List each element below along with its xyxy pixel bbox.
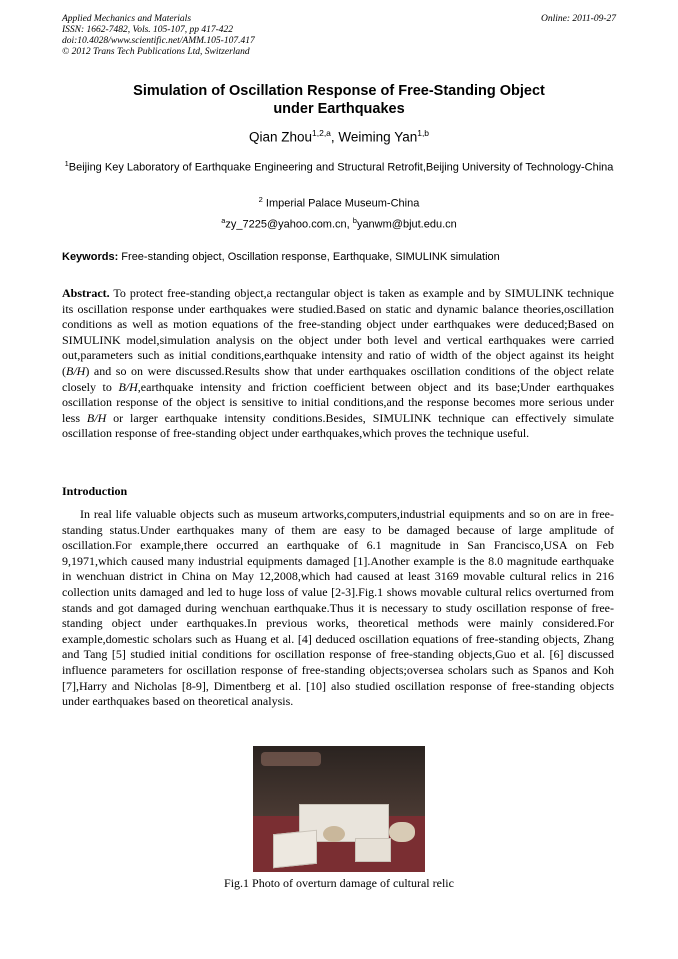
abstract-symbol: B/H — [66, 363, 86, 378]
affiliation-text: Imperial Palace Museum-China — [262, 197, 420, 210]
affiliation-marker: 2 — [258, 195, 263, 204]
online-date: Online: 2011-09-27 — [540, 14, 616, 24]
author-emails — [62, 213, 616, 233]
figure-caption: Fig.1 Photo of overturn damage of cultural relic — [224, 876, 454, 890]
journal-name: Applied Mechanics and Materials — [62, 14, 192, 24]
journal-header — [62, 14, 616, 58]
abstract-text: ,earthquake intensity and friction coefficient between object and its base;Under earthquakes oscillation response of the object is sensitive to initial conditions,and the response becomes more serious under less — [62, 379, 615, 425]
email-address: zy_7225@yahoo.com.cn, — [225, 218, 353, 231]
title-line-2: under Earthquakes — [273, 101, 405, 117]
affiliation-1 — [62, 156, 616, 176]
email-marker: a — [221, 216, 226, 225]
author-separator: , — [330, 129, 339, 145]
abstract — [62, 286, 614, 442]
journal-issn: ISSN: 1662-7482, Vols. 105-107, pp 417-422 — [62, 25, 233, 35]
journal-doi: doi:10.4028/www.scientific.net/AMM.105-107.417 — [62, 36, 255, 46]
affiliation-text: Beijing Key Laboratory of Earthquake Engineering and Structural Retrofit,Beijing University of Technology-China — [68, 161, 614, 174]
email-address: yanwm@bjut.edu.cn — [356, 218, 457, 231]
keywords-text: Free-standing object, Oscillation response, Earthquake, SIMULINK simulation — [118, 251, 500, 263]
abstract-text: To protect free-standing object,a rectangular object is taken as example and by SIMULINK technique its oscillation response under earthquakes were studied.Based on static and dynamic balance theories,oscillation conditions as well as motion equations of the free-standing object under earthquakes were deduced;Based on SIMULINK model,simulation analysis on the object under both level and vertical earthquakes were carried out,parameters such as initial conditions,earthquake intensity and ratio of width of the object against its height ( — [62, 286, 614, 378]
title-line-1: Simulation of Oscillation Response of Free-Standing Object — [133, 83, 545, 99]
author-affiliation-marker: 1,2,a — [312, 128, 331, 138]
author-name: Weiming Yan — [338, 129, 418, 145]
abstract-label: Abstract. — [62, 286, 110, 300]
photo-relic — [323, 826, 345, 842]
introduction-paragraph: In real life valuable objects such as museum artworks,computers,industrial equipments and so on are in free-standing status.Under earthquakes many of them are easy to be damaged because of large amplitude of oscillation.For example,there occurred an earthquake of 6.1 magnitude in San Francisco,USA on Feb 9,1971,which caused many industrial equipments damaged [1].Another example is the 8.0 magnitude earthquake in wenchuan district in China on May 12,2008,which had caused at least 3169 movable cultural relics in 216 collection units damaged and led to huge loss of value [2-3].Fig.1 shows movable cultural relics overturned from stands and got damaged during wenchuan earthquake.Thus it is necessary to study oscillation response of free-standing object under earthquakes.In previous works, theoretical methods were mainly considered.For example,domestic scholars such as Huang et al. [4] deduced oscillation equations of free-standing objects, Zhang and Tang [5] studied initial conditions for oscillation response of free-standing objects,Guo et al. [6] discussed influence parameters for oscillation response of free-standing objects;oversea scholars such as Spanos and Koh [7],Harry and Nicholas [8-9], Dimentberg et al. [10] also studied oscillation response of free-standing objects under earthquakes based on theoretical analysis. — [62, 507, 614, 709]
affiliation-marker: 1 — [64, 159, 69, 168]
author-affiliation-marker: 1,b — [417, 128, 430, 138]
cultural-relic-photo — [253, 746, 425, 872]
keywords-label: Keywords: — [62, 251, 119, 263]
author-list — [62, 128, 616, 145]
email-marker: b — [352, 216, 357, 225]
abstract-text: or larger earthquake intensity conditions.Besides, SIMULINK technique can effectively simulate oscillation response of free-standing object under earthquakes,which proves the technique useful. — [62, 410, 614, 441]
abstract-symbol: B/H — [86, 410, 107, 425]
abstract-text: ) and so on were discussed.Results show that under earthquakes oscillation conditions of the object relate closely to — [62, 363, 614, 394]
introduction-heading: Introduction — [62, 484, 128, 498]
photo-relic — [389, 822, 415, 842]
author-name: Qian Zhou — [248, 129, 312, 145]
photo-small-stand — [355, 838, 391, 862]
photo-light — [261, 752, 321, 766]
abstract-symbol: B/H — [118, 379, 138, 394]
paper-title — [62, 82, 616, 118]
keywords — [62, 251, 616, 263]
journal-copyright: © 2012 Trans Tech Publications Ltd, Switzerland — [62, 47, 250, 57]
photo-overturned-stand — [273, 830, 317, 869]
affiliation-2 — [62, 192, 616, 212]
